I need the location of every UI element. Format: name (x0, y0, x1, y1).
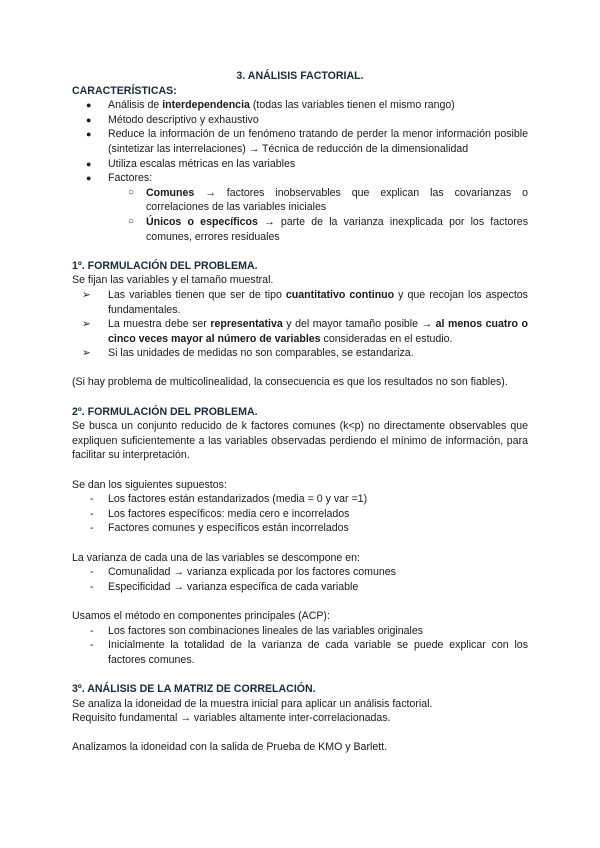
list-item: ➢ Las variables tienen que ser de tipo cuantitativo continuo y que recojan los aspectos fundamentales. (82, 288, 528, 316)
arrow-bullet-icon: ➢ (82, 318, 91, 331)
document-page (72, 64, 528, 755)
section-1-heading: 1º. FORMULACIÓN DEL PROBLEMA. (72, 259, 258, 272)
section-1-note: (Si hay problema de multicolinealidad, la consecuencia es que los resultados no son fiables). (72, 376, 508, 389)
document-title: 3. ANÁLISIS FACTORIAL. (236, 70, 364, 82)
section-2-heading: 2º. FORMULACIÓN DEL PROBLEMA. (72, 405, 258, 418)
section-2-intro: Se busca un conjunto reducido de k factores comunes (k<p) no directamente observables que expliquen suficientemente a las variables observadas perdiendo el mínimo de información, para facilitar su interpretación. (72, 420, 528, 462)
section-3-heading: 3º. ANÁLISIS DE LA MATRIZ DE CORRELACIÓN. (72, 682, 316, 695)
section-3-line-2: Requisito fundamental → variables altamente inter-correlacionadas. (72, 712, 391, 725)
acp-list (72, 624, 528, 668)
list-item: ○ Comunes → factores inobservables que explican las covarianzas o correlaciones de las variables iniciales (128, 186, 528, 214)
dash-bullet-icon: - (90, 566, 94, 579)
list-item: - Factores comunes y específicos están incorrelados (90, 522, 349, 535)
list-item: ● Utiliza escalas métricas en las variables (86, 157, 296, 170)
circle-bullet-icon: ○ (128, 186, 135, 198)
bullet-icon: ● (86, 158, 92, 169)
dash-bullet-icon: - (90, 639, 94, 652)
factores-list (72, 186, 528, 244)
list-item: ● Factores: (86, 172, 153, 185)
varianza-list (72, 565, 528, 594)
section-1-intro: Se fijan las variables y el tamaño muestral. (72, 274, 274, 287)
list-item: ● Análisis de interdependencia (todas las variables tienen el mismo rango) (86, 99, 455, 112)
section-3-line-3: Analizamos la idoneidad con la salida de Prueba de KMO y Barlett. (72, 741, 388, 754)
caracteristicas-heading: CARACTERÍSTICAS: (72, 84, 177, 97)
list-item: ➢ Si las unidades de medidas no son comparables, se estandariza. (82, 347, 414, 360)
supuestos-intro: Se dan los siguientes supuestos: (72, 478, 227, 491)
arrow-bullet-icon: ➢ (82, 288, 91, 301)
circle-bullet-icon: ○ (128, 215, 135, 227)
list-item: ● Método descriptivo y exhaustivo (86, 113, 259, 126)
list-item: - Los factores específicos: media cero e incorrelados (90, 507, 350, 520)
dash-bullet-icon: - (90, 507, 94, 520)
bullet-icon: ● (86, 129, 92, 140)
list-item: ○ Únicos o específicos → parte de la varianza inexplicada por los factores comunes, errores residuales (128, 215, 528, 243)
list-item: - Especificidad → varianza específica de cada variable (90, 580, 359, 593)
acp-intro: Usamos el método en componentes principales (ACP): (72, 609, 330, 622)
dash-bullet-icon: - (90, 580, 94, 593)
dash-bullet-icon: - (90, 522, 94, 535)
bullet-icon: ● (86, 173, 92, 184)
dash-bullet-icon: - (90, 624, 94, 637)
list-item: - Los factores están estandarizados (media = 0 y var =1) (90, 493, 368, 506)
bullet-icon: ● (86, 100, 92, 111)
supuestos-list (72, 492, 528, 536)
list-item: ➢ La muestra debe ser representativa y del mayor tamaño posible → al menos cuatro o cinco veces mayor al número de variables consideradas en el estudio. (82, 318, 528, 345)
bullet-icon: ● (86, 114, 92, 125)
section-1-list (72, 288, 528, 361)
list-item: ● Reduce la información de un fenómeno tratando de perder la menor información posible (sintetizar las interrelaciones) → Técnica de reducción de la dimensionalidad (86, 128, 528, 155)
dash-bullet-icon: - (90, 493, 94, 506)
section-3-line-1: Se analiza la idoneidad de la muestra inicial para aplicar un análisis factorial. (72, 697, 433, 710)
list-item: - Inicialmente la totalidad de la varianza de cada variable se puede explicar con los factores comunes. (90, 639, 528, 666)
varianza-intro: La varianza de cada una de las variables se descompone en: (72, 551, 360, 564)
list-item: - Los factores son combinaciones lineales de las variables originales (90, 624, 424, 637)
arrow-bullet-icon: ➢ (82, 347, 91, 360)
list-item: - Comunalidad → varianza explicada por los factores comunes (90, 566, 396, 579)
caracteristicas-list (72, 98, 528, 186)
